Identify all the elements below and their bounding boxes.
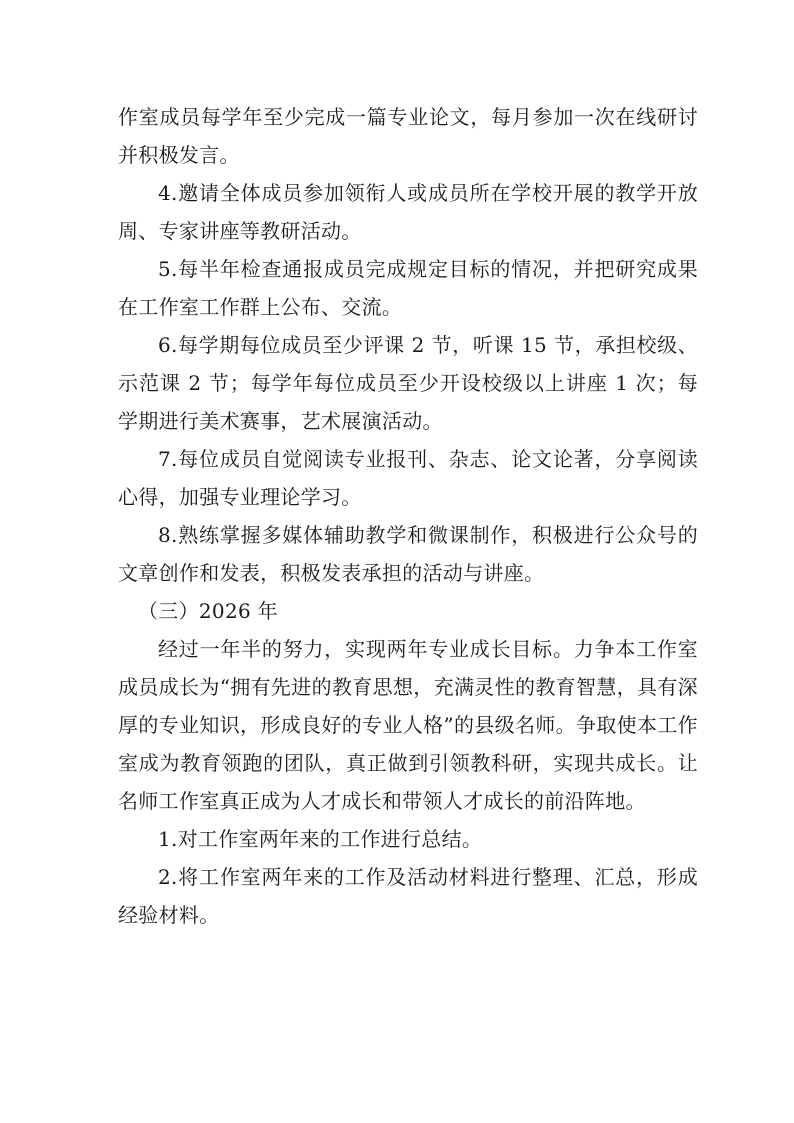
paragraph-item-8: 8.熟练掌握多媒体辅助教学和微课制作，积极进行公众号的文章创作和发表，积极发表承担的活动与讲座。	[118, 523, 698, 585]
section-heading-2026: （三）2026 年	[138, 599, 278, 623]
body-text	[118, 98, 698, 934]
paragraph-2026-item-1: 1.对工作室两年来的工作进行总结。	[158, 827, 483, 851]
paragraph-2026-goal: 经过一年半的努力，实现两年专业成长目标。力争本工作室成员成长为“拥有先进的教育思想，充满灵性的教育智慧，具有深厚的专业知识，形成良好的专业人格”的县级名师。争取使本工作室成为教育领跑的团队，真正做到引领教科研，实现共成长。让名师工作室真正成为人才成长和带领人才成长的前沿阵地。	[118, 637, 698, 813]
paragraph-item-6: 6.每学期每位成员至少评课 2 节，听课 15 节，承担校级、示范课 2 节；每学年每位成员至少开设校级以上讲座 1 次；每学期进行美术赛事，艺术展演活动。	[118, 333, 698, 433]
paragraph-item-5: 5.每半年检查通报成员完成规定目标的情况，并把研究成果在工作室工作群上公布、交流。	[118, 257, 698, 319]
paragraph-item-4: 4.邀请全体成员参加领衔人或成员所在学校开展的教学开放周、专家讲座等教研活动。	[118, 181, 698, 243]
paragraph-continuation: 作室成员每学年至少完成一篇专业论文，每月参加一次在线研讨并积极发言。	[118, 105, 698, 167]
paragraph-2026-item-2: 2.将工作室两年来的工作及活动材料进行整理、汇总，形成经验材料。	[118, 865, 698, 927]
paragraph-item-7: 7.每位成员自觉阅读专业报刊、杂志、论文论著，分享阅读心得，加强专业理论学习。	[118, 447, 698, 509]
